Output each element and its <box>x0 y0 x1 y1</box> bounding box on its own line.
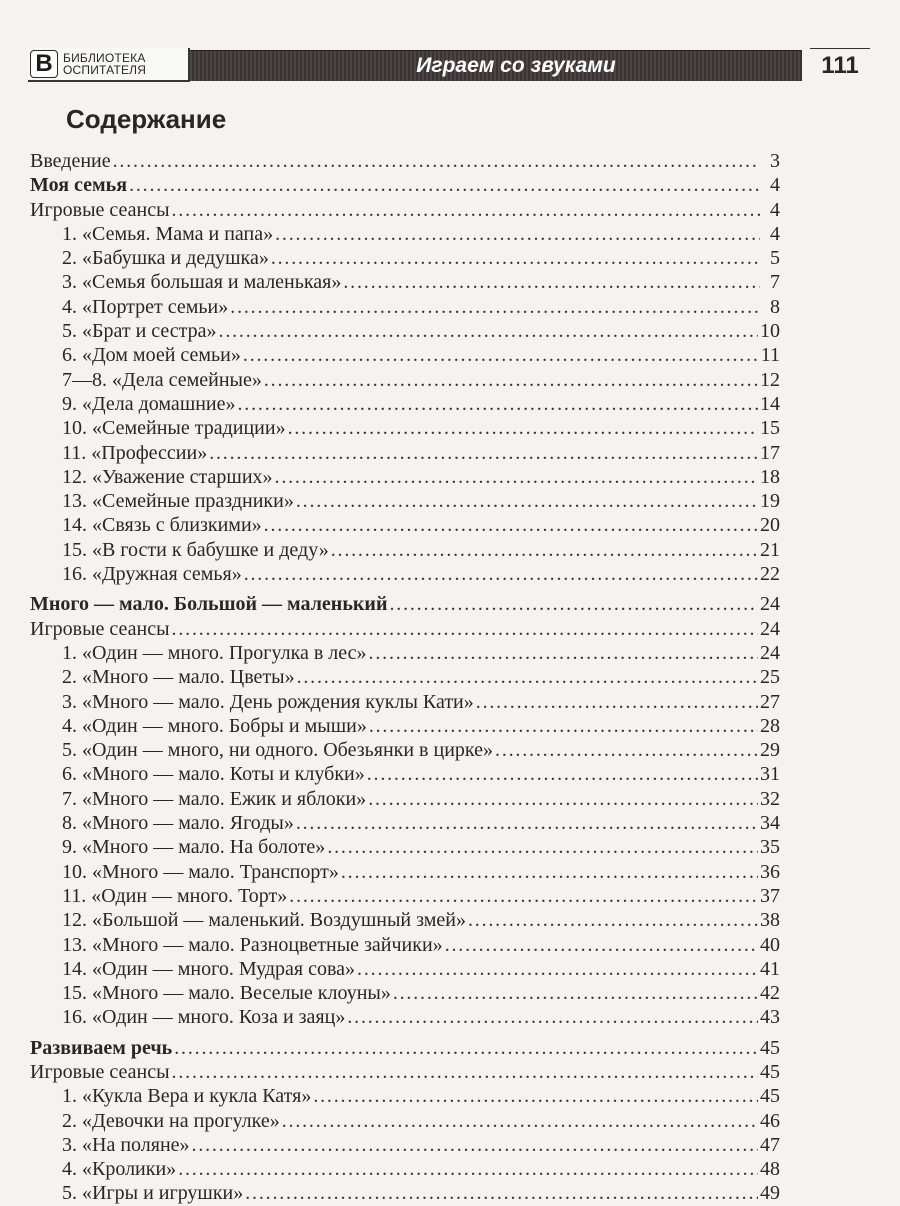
toc-entry <box>30 319 780 343</box>
toc-entry-label: 1. «Семья. Мама и папа» <box>62 222 274 245</box>
toc-entry <box>30 860 780 884</box>
toc-entry-label: 2. «Бабушка и дедушка» <box>62 247 269 270</box>
dot-leader <box>230 295 760 319</box>
toc-entry-label: Игровые сеансы <box>30 617 170 640</box>
toc-entry-page: 41 <box>760 957 780 980</box>
toc-entry-label: 12. «Уважение старших» <box>62 465 273 488</box>
toc-entry-label: 6. «Много — мало. Коты и клубки» <box>62 763 365 786</box>
toc-entry-page: 7 <box>770 271 780 294</box>
dot-leader <box>219 319 758 343</box>
toc-entry <box>30 198 780 222</box>
toc-entry <box>30 981 780 1005</box>
series-name <box>63 52 146 76</box>
dot-leader <box>476 690 758 714</box>
toc-entry <box>30 270 780 294</box>
toc-entry-label: 2. «Девочки на прогулке» <box>62 1109 280 1132</box>
toc-entry-label: 14. «Один — много. Мудрая сова» <box>62 957 356 980</box>
dot-leader <box>369 714 758 738</box>
toc-entry-page: 8 <box>770 295 780 318</box>
toc-entry-page: 11 <box>760 344 780 367</box>
dot-leader <box>172 198 760 222</box>
toc-entry-page: 38 <box>760 909 780 932</box>
toc-entry-page: 19 <box>760 490 780 513</box>
dot-leader <box>347 1005 758 1029</box>
dot-leader <box>343 270 760 294</box>
toc-entry-label: 3. «Много — мало. День рождения куклы Кати» <box>62 690 474 713</box>
toc-entry-page: 10 <box>760 320 780 343</box>
toc-entry-label: 10. «Много — мало. Транспорт» <box>62 860 339 883</box>
toc-section-entry <box>30 1036 780 1060</box>
toc-entry-page: 24 <box>760 641 780 664</box>
toc-entry-page: 42 <box>760 982 780 1005</box>
dot-leader <box>331 538 758 562</box>
toc-entry-page: 22 <box>760 563 780 586</box>
toc-entry-label: 3. «На поляне» <box>62 1133 190 1156</box>
toc-entry <box>30 1157 780 1181</box>
toc-entry-page: 18 <box>760 465 780 488</box>
toc-entry <box>30 465 780 489</box>
toc-entry <box>30 908 780 932</box>
dot-leader <box>192 1133 758 1157</box>
toc-entry <box>30 714 780 738</box>
toc-entry-label: Много — мало. Большой — маленький <box>30 593 388 616</box>
toc-entry <box>30 1109 780 1133</box>
toc-entry <box>30 246 780 270</box>
table-of-contents <box>30 149 780 1206</box>
toc-entry-label: 1. «Кукла Вера и кукла Катя» <box>62 1085 312 1108</box>
toc-entry-label: 6. «Дом моей семьи» <box>62 344 241 367</box>
toc-entry <box>30 343 780 367</box>
toc-entry-label: 7—8. «Дела семейные» <box>62 368 262 391</box>
toc-entry-page: 17 <box>760 441 780 464</box>
toc-entry-label: 15. «Много — мало. Веселые клоуны» <box>62 982 391 1005</box>
toc-entry-label: 8. «Много — мало. Ягоды» <box>62 812 294 835</box>
toc-entry <box>30 811 780 835</box>
toc-entry-label: 5. «Игры и игрушки» <box>62 1182 244 1205</box>
toc-entry <box>30 835 780 859</box>
toc-entry-label: Игровые сеансы <box>30 1060 170 1083</box>
dot-leader <box>327 835 758 859</box>
toc-entry-label: 1. «Один — много. Прогулка в лес» <box>62 641 367 664</box>
toc-entry-label: 13. «Семейные праздники» <box>62 490 294 513</box>
toc-entry-page: 37 <box>760 884 780 907</box>
toc-entry-label: Игровые сеансы <box>30 198 170 221</box>
toc-entry-page: 47 <box>760 1133 780 1156</box>
dot-leader <box>296 489 758 513</box>
toc-entry-page: 45 <box>760 1060 780 1083</box>
dot-leader <box>129 173 760 197</box>
dot-leader <box>313 1084 758 1108</box>
toc-entry-label: 4. «Кролики» <box>62 1158 177 1181</box>
toc-entry-label: Введение <box>30 150 111 172</box>
toc-entry-page: 4 <box>770 222 780 245</box>
toc-entry-page: 40 <box>760 933 780 956</box>
toc-entry <box>30 641 780 665</box>
dot-leader <box>389 592 758 616</box>
toc-entry-label: 14. «Связь с близкими» <box>62 514 262 537</box>
dot-leader <box>172 1060 758 1084</box>
dot-leader <box>172 617 758 641</box>
series-logo <box>28 48 190 82</box>
toc-section-entry <box>30 173 780 197</box>
toc-entry-label: 16. «Дружная семья» <box>62 563 242 586</box>
toc-entry <box>30 513 780 537</box>
toc-entry-label: Моя семья <box>30 174 128 197</box>
toc-entry <box>30 957 780 981</box>
dot-leader <box>445 933 758 957</box>
toc-entry <box>30 738 780 762</box>
toc-entry-page: 12 <box>760 368 780 391</box>
dot-leader <box>178 1157 758 1181</box>
toc-entry-label: 11. «Профессии» <box>62 441 208 464</box>
toc-entry-page: 27 <box>760 690 780 713</box>
toc-entry-page: 46 <box>760 1109 780 1132</box>
toc-entry-page: 32 <box>760 787 780 810</box>
toc-entry <box>30 1181 780 1205</box>
dot-leader <box>238 392 759 416</box>
toc-entry-page: 49 <box>760 1182 780 1205</box>
dot-leader <box>369 641 758 665</box>
toc-entry-page: 25 <box>760 666 780 689</box>
dot-leader <box>113 149 760 173</box>
toc-entry-label: 12. «Большой — маленький. Воздушный змей» <box>62 909 466 932</box>
dot-leader <box>468 908 758 932</box>
toc-entry <box>30 295 780 319</box>
dot-leader <box>243 343 759 367</box>
toc-entry <box>30 392 780 416</box>
dot-leader <box>341 860 758 884</box>
toc-entry-page: 28 <box>760 714 780 737</box>
dot-leader <box>264 368 758 392</box>
toc-entry-page: 35 <box>760 836 780 859</box>
toc-entry-page: 48 <box>760 1158 780 1181</box>
toc-entry <box>30 1005 780 1029</box>
dot-leader <box>495 738 758 762</box>
toc-entry-page: 14 <box>760 392 780 415</box>
dot-leader <box>297 665 758 689</box>
toc-entry-page: 24 <box>760 593 780 616</box>
dot-leader <box>271 246 760 270</box>
toc-entry <box>30 368 780 392</box>
dot-leader <box>296 811 758 835</box>
toc-entry-page: 21 <box>760 538 780 561</box>
dot-leader <box>245 1181 758 1205</box>
toc-entry <box>30 1060 780 1084</box>
dot-leader <box>244 562 758 586</box>
series-name-line2: ОСПИТАТЕЛЯ <box>63 63 147 77</box>
toc-entry-label: 5. «Один — много, ни одного. Обезьянки в цирке» <box>62 739 494 762</box>
toc-entry <box>30 489 780 513</box>
toc-entry <box>30 441 780 465</box>
toc-entry-page: 45 <box>760 1085 780 1108</box>
toc-entry-page: 34 <box>760 812 780 835</box>
toc-entry-page: 15 <box>760 417 780 440</box>
dot-leader <box>357 957 758 981</box>
toc-entry-label: 10. «Семейные традиции» <box>62 417 286 440</box>
toc-entry-label: 13. «Много — мало. Разноцветные зайчики» <box>62 933 443 956</box>
toc-entry-label: 7. «Много — мало. Ежик и яблоки» <box>62 787 367 810</box>
toc-entry <box>30 665 780 689</box>
dot-leader <box>393 981 758 1005</box>
toc-entry-page: 43 <box>760 1006 780 1029</box>
dot-leader <box>275 222 760 246</box>
toc-entry <box>30 416 780 440</box>
toc-entry <box>30 538 780 562</box>
dot-leader <box>288 416 758 440</box>
toc-entry-label: 4. «Портрет семьи» <box>62 295 229 318</box>
dot-leader <box>368 787 758 811</box>
toc-entry-label: 5. «Брат и сестра» <box>62 320 217 343</box>
toc-entry-label: 4. «Один — много. Бобры и мыши» <box>62 714 367 737</box>
title-band <box>190 50 802 81</box>
toc-heading: Содержание <box>66 104 227 134</box>
page-number: 111 <box>810 48 870 83</box>
toc-entry <box>30 884 780 908</box>
toc-entry-label: 15. «В гости к бабушке и деду» <box>62 538 329 561</box>
dot-leader <box>275 465 758 489</box>
toc-entry-page: 45 <box>760 1036 780 1059</box>
toc-entry-label: Развиваем речь <box>30 1036 173 1059</box>
toc-entry <box>30 149 780 173</box>
running-header <box>28 48 859 82</box>
toc-entry <box>30 1084 780 1108</box>
toc-entry-label: 11. «Один — много. Торт» <box>62 884 288 907</box>
dot-leader <box>209 441 758 465</box>
toc-section-entry <box>30 592 780 616</box>
toc-entry-page: 29 <box>760 739 780 762</box>
toc-entry-page: 4 <box>770 174 780 197</box>
toc-entry-label: 3. «Семья большая и маленькая» <box>62 271 342 294</box>
dot-leader <box>174 1036 758 1060</box>
running-title: Играем со звуками <box>416 54 616 77</box>
toc-entry-page: 4 <box>770 198 780 221</box>
toc-entry <box>30 762 780 786</box>
toc-entry-label: 16. «Один — много. Коза и заяц» <box>62 1006 346 1029</box>
toc-entry <box>30 562 780 586</box>
toc-entry <box>30 690 780 714</box>
toc-entry <box>30 222 780 246</box>
toc-entry-page: 31 <box>760 763 780 786</box>
toc-entry-page: 36 <box>760 860 780 883</box>
dot-leader <box>282 1109 758 1133</box>
toc-entry-label: 2. «Много — мало. Цветы» <box>62 666 295 689</box>
dot-leader <box>264 513 758 537</box>
toc-entry <box>30 933 780 957</box>
toc-entry-page: 5 <box>770 247 780 270</box>
series-name-line1: БИБЛИОТЕКА <box>63 51 146 65</box>
toc-entry <box>30 787 780 811</box>
logo-letter-icon: В <box>30 50 58 78</box>
toc-entry-label: 9. «Дела домашние» <box>62 392 236 415</box>
dot-leader <box>289 884 758 908</box>
toc-entry <box>30 1133 780 1157</box>
toc-entry-page: 20 <box>760 514 780 537</box>
toc-entry-label: 9. «Много — мало. На болоте» <box>62 836 326 859</box>
toc-entry-page: 24 <box>760 617 780 640</box>
toc-entry <box>30 617 780 641</box>
toc-entry-page: 3 <box>770 150 780 172</box>
dot-leader <box>367 762 758 786</box>
